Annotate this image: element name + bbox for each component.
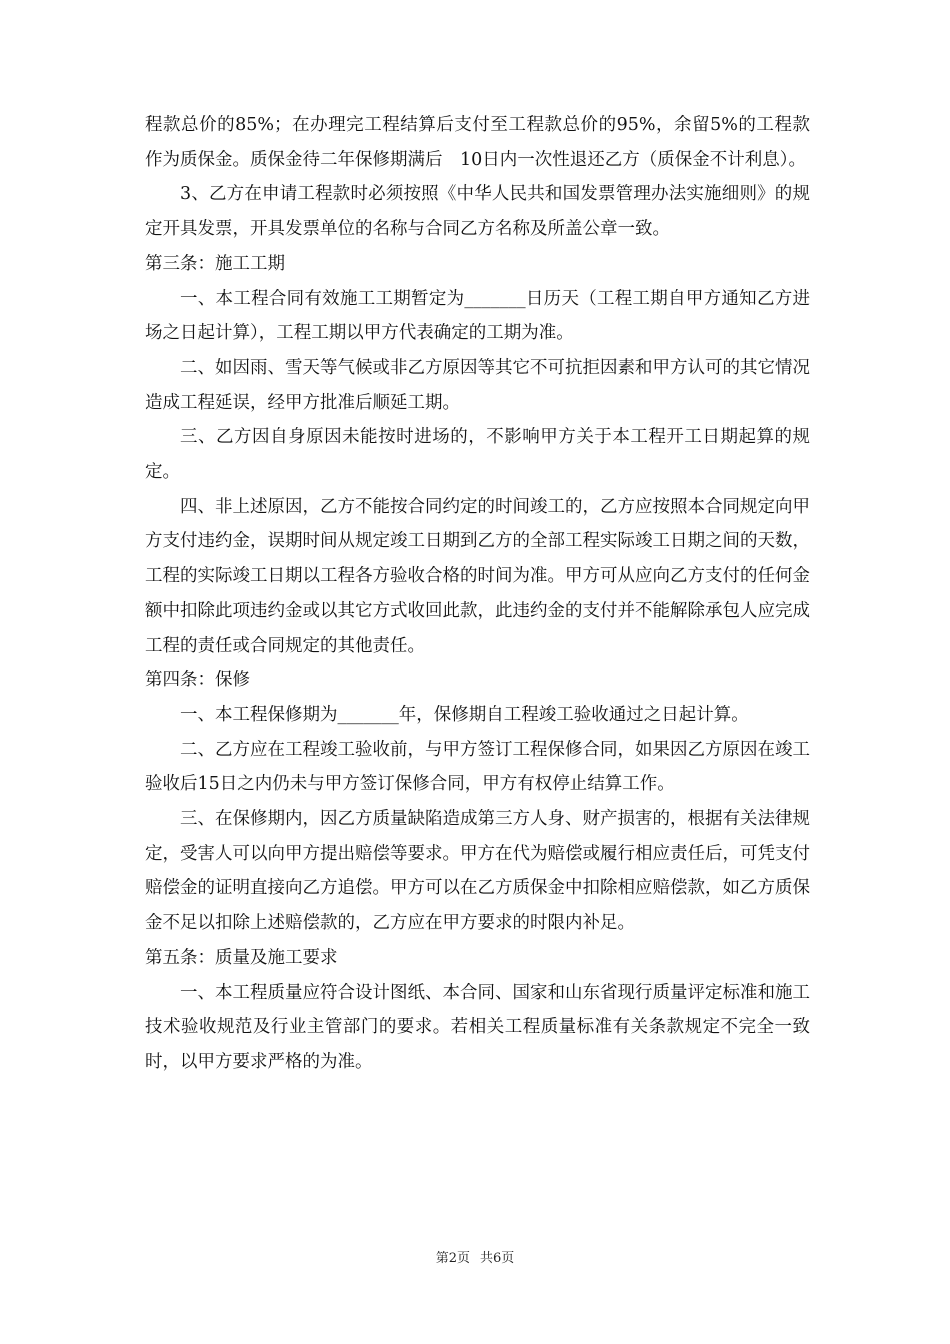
document-body bbox=[145, 108, 810, 1080]
page-total: 共6页 bbox=[480, 1251, 515, 1266]
section-heading-quality: 第五条：质量及施工要求 bbox=[145, 947, 338, 968]
page-footer bbox=[0, 1250, 950, 1268]
paragraph-continuation: 程款总价的85%；在办理完工程结算后支付至工程款总价的95%，余留5%的工程款作为质保金。质保金待二年保修期满后 10日内一次性退还乙方（质保金不计利息）。 bbox=[145, 115, 810, 170]
paragraph-period-3: 三、乙方因自身原因未能按时进场的，不影响甲方关于本工程开工日期起算的规定。 bbox=[145, 427, 810, 483]
paragraph-period-4: 四、非上述原因，乙方不能按合同约定的时间竣工的，乙方应按照本合同规定向甲方支付违约金，误期时间从规定竣工日期到乙方的全部工程实际竣工日期之间的天数，工程的实际竣工日期以工程各方验收合格的时间为准。甲方可从应向乙方支付的任何金额中扣除此项违约金或以其它方式收回此款，此违约金的支付并不能解除承包人应完成工程的责任或合同规定的其他责任。 bbox=[145, 496, 810, 656]
paragraph-invoice-requirement: 3、乙方在申请工程款时必须按照《中华人民共和国发票管理办法实施细则》的规定开具发票，开具发票单位的名称与合同乙方名称及所盖公章一致。 bbox=[145, 184, 810, 240]
paragraph-quality-1: 一、本工程质量应符合设计图纸、本合同、国家和山东省现行质量评定标准和施工技术验收规范及行业主管部门的要求。若相关工程质量标准有关条款规定不完全一致时，以甲方要求严格的为准。 bbox=[145, 982, 810, 1072]
paragraph-warranty-1: 一、本工程保修期为_______年，保修期自工程竣工验收通过之日起计算。 bbox=[180, 704, 749, 725]
paragraph-period-2: 二、如因雨、雪天等气候或非乙方原因等其它不可抗拒因素和甲方认可的其它情况造成工程延误，经甲方批准后顺延工期。 bbox=[145, 357, 810, 413]
section-heading-construction-period: 第三条：施工工期 bbox=[145, 253, 285, 274]
paragraph-warranty-3: 三、在保修期内，因乙方质量缺陷造成第三方人身、财产损害的，根据有关法律规定，受害人可以向甲方提出赔偿等要求。甲方在代为赔偿或履行相应责任后，可凭支付赔偿金的证明直接向乙方追偿。甲方可以在乙方质保金中扣除相应赔偿款，如乙方质保金不足以扣除上述赔偿款的，乙方应在甲方要求的时限内补足。 bbox=[145, 809, 810, 934]
paragraph-period-1: 一、本工程合同有效施工工期暂定为_______日历天（工程工期自甲方通知乙方进场之日起计算），工程工期以甲方代表确定的工期为准。 bbox=[145, 288, 810, 344]
page-number: 第2页 bbox=[435, 1251, 470, 1266]
paragraph-warranty-2: 二、乙方应在工程竣工验收前，与甲方签订工程保修合同，如果因乙方原因在竣工验收后15日之内仍未与甲方签订保修合同，甲方有权停止结算工作。 bbox=[145, 739, 810, 795]
section-heading-warranty: 第四条：保修 bbox=[145, 670, 250, 691]
